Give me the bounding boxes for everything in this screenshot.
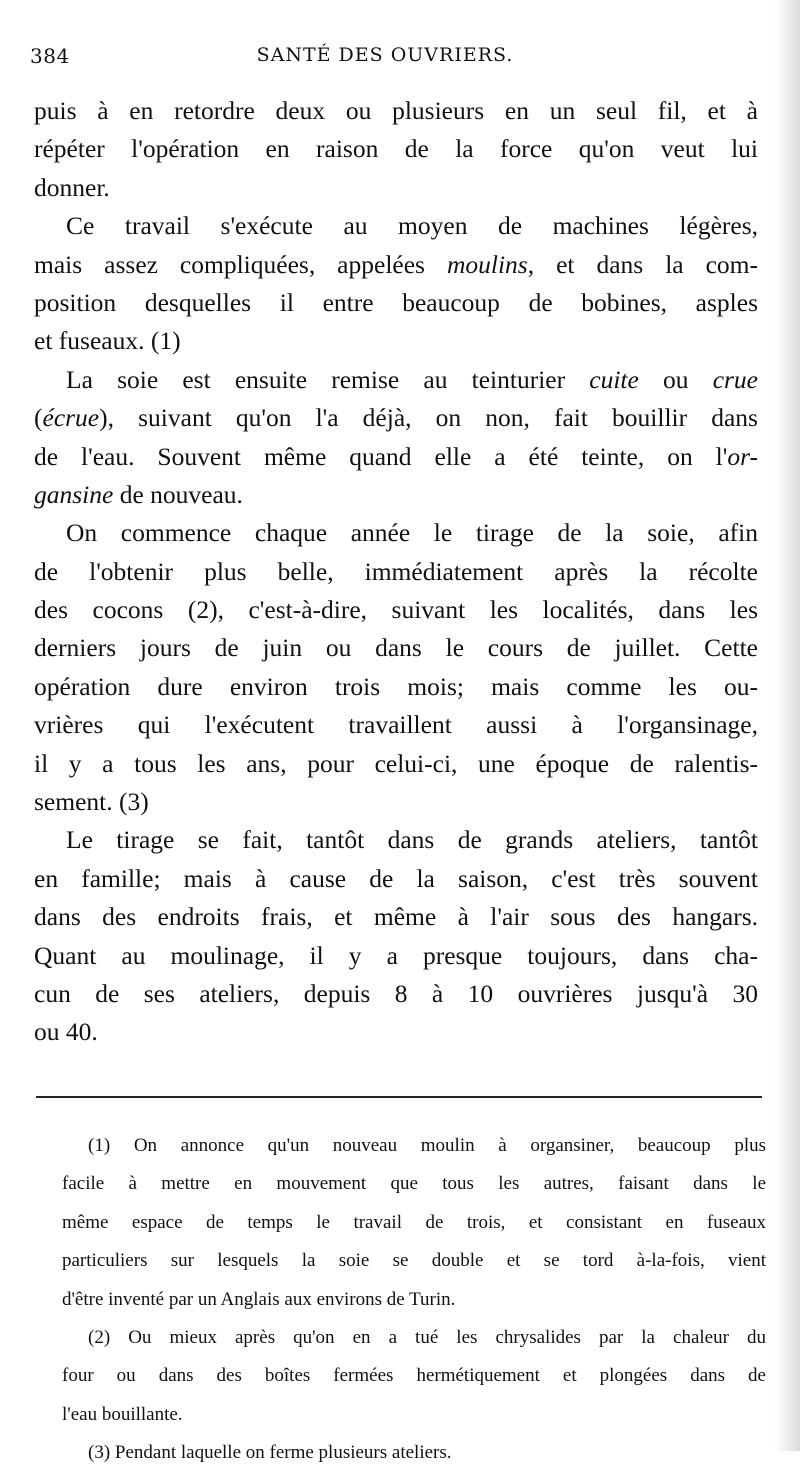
text-line: On commence chaque année le tirage de la soie, afin [66, 518, 758, 548]
footnote-2 [62, 1324, 766, 1439]
footnote-line: même espace de temps le travail de trois, et consistant en fuseaux [62, 1211, 766, 1233]
footnote-line: (3) Pendant laquelle on ferme plusieurs ateliers. [88, 1442, 452, 1464]
page-number: 384 [30, 44, 70, 68]
running-head: SANTÉ DES OUVRIERS. [256, 44, 514, 66]
text-line: opération dure environ trois mois; mais comme les ou- [34, 671, 758, 701]
footnote-line: four ou dans des boîtes fermées hermétiquement et plongées dans de [62, 1365, 766, 1387]
italic-word: crue [712, 364, 758, 394]
text-line: de l'eau. Souvent même quand elle a été teinte, on l'or- [34, 441, 758, 471]
footnote-line: d'être inventé par un Anglais aux environs de Turin. [62, 1288, 456, 1310]
footnote-line: (2) Ou mieux après qu'on en a tué les chrysalides par la chaleur du [88, 1326, 766, 1348]
footnotes [62, 1132, 766, 1478]
text-line: en famille; mais à cause de la saison, c'est très souvent [34, 863, 758, 893]
italic-word: gansine [34, 479, 114, 509]
text-line: puis à en retordre deux ou plusieurs en un seul fil, et à [34, 96, 758, 125]
text-line: position desquelles il entre beaucoup de bobines, asples [34, 287, 758, 317]
footnote-line: facile à mettre en mouvement que tous les autres, faisant dans le [62, 1173, 766, 1195]
text-line: donner. [34, 172, 110, 202]
text-line: ou 40. [34, 1017, 98, 1047]
text-line: des cocons (2), c'est-à-dire, suivant les localités, dans les [34, 595, 758, 625]
text-line: il y a tous les ans, pour celui-ci, une époque de ralentis- [34, 748, 758, 778]
text-line: mais assez compliquées, appelées moulins, et dans la com- [34, 249, 758, 279]
footnote-line: particuliers sur lesquels la soie se double et se tord à-la-fois, vient [62, 1250, 766, 1272]
text-line: (écrue), suivant qu'on l'a déjà, on non, fait bouillir dans [34, 403, 758, 433]
footnote-3 [62, 1439, 766, 1477]
italic-word: moulins [446, 249, 528, 279]
text-line: répéter l'opération en raison de la force qu'on veut lui [34, 134, 758, 164]
italic-word: écrue [42, 403, 100, 433]
text-line: gansine de nouveau. [34, 479, 243, 509]
text-line: Ce travail s'exécute au moyen de machines légères, [66, 211, 758, 241]
text-line: derniers jours de juin ou dans le cours de juillet. Cette [34, 633, 758, 663]
page-edge-shadow [774, 0, 800, 1451]
body-text [34, 92, 758, 1052]
text-line: dans des endroits frais, et même à l'air sous des hangars. [34, 902, 758, 932]
footnote-1 [62, 1132, 766, 1324]
text-line: sement. (3) [34, 787, 149, 817]
footnote-rule [36, 1096, 762, 1098]
footnote-line: l'eau bouillante. [62, 1403, 183, 1425]
footnote-line: (1) On annonce qu'un nouveau moulin à organsiner, beaucoup plus [88, 1135, 766, 1156]
text-line: Le tirage se fait, tantôt dans de grands ateliers, tantôt [66, 825, 758, 855]
text-line: Quant au moulinage, il y a presque toujours, dans cha- [34, 940, 758, 970]
text-line: La soie est ensuite remise au teinturier cuite ou crue [66, 364, 758, 394]
italic-word: or- [727, 441, 758, 471]
text-line: vrières qui l'exécutent travaillent aussi à l'organsinage, [34, 710, 758, 740]
text-line: cun de ses ateliers, depuis 8 à 10 ouvrières jusqu'à 30 [34, 978, 758, 1008]
italic-word: cuite [589, 364, 639, 394]
text-line: et fuseaux. (1) [34, 326, 181, 356]
text-line: de l'obtenir plus belle, immédiatement après la récolte [34, 556, 758, 586]
